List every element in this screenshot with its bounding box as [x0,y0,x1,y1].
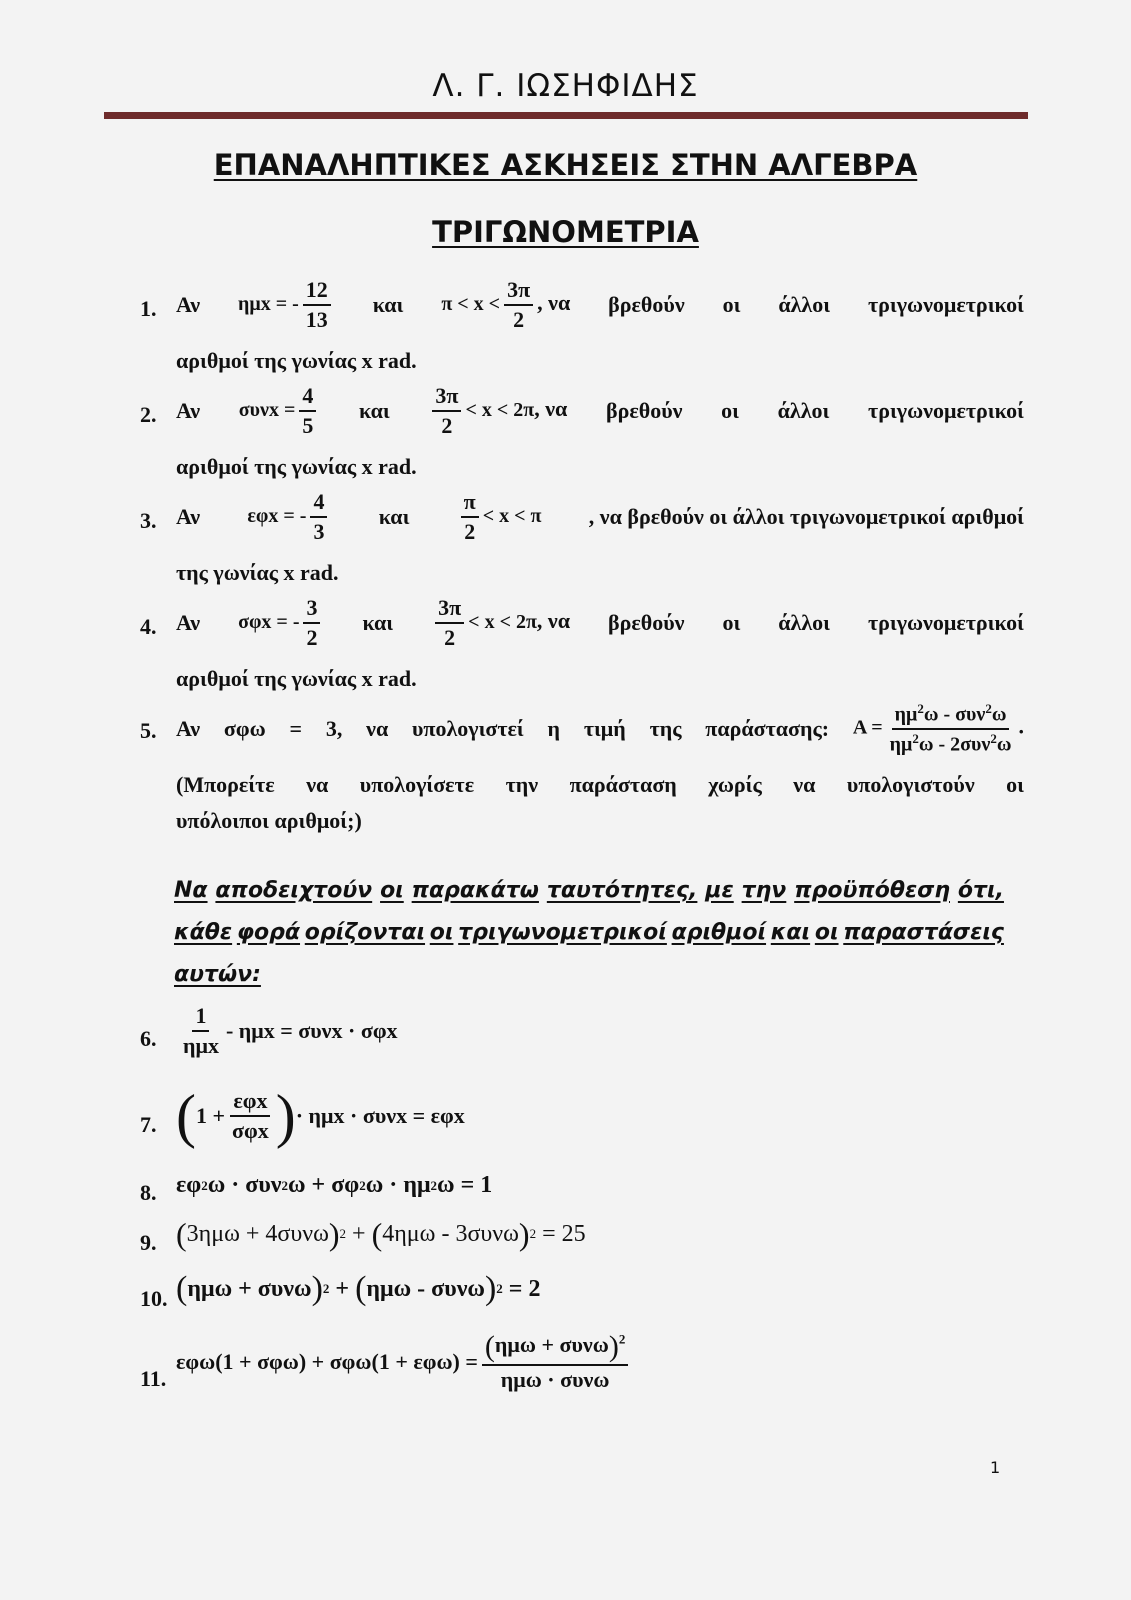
fraction [482,1332,628,1392]
word: ότι, [957,878,1004,903]
heading-line-3: αυτών: [174,962,261,987]
identity-number: 7. [140,1112,157,1137]
document-subtitle: ΤΡΙΓΩΝΟΜΕΤΡΙΑ [432,215,699,249]
document-page: Λ. Γ. ΙΩΣΗΦΙΔΗΣ ΕΠΑΝΑΛΗΠΤΙΚΕΣ ΑΣΚΗΣΕΙΣ ΣΤΗΝ ΑΛΓΕΒΡΑ ΤΡΙΓΩΝΟΜΕΤΡΙΑ 1. Αν ημx = - $\frac{12}{13}$ και π < x < $\frac{3\pi}{2}$ , να βρεθούν οι άλλοι τριγωνομετρικοί αριθμοί της γωνίας x rad. 2. Αν συνx = $\frac{4}{5}$ και $\frac{3\pi}{2}$ < x < 2π, να βρεθούν οι άλλοι τριγωνομετρικοί αριθμοί της γωνίας x rad. 3. Αν εφx = - $\frac{4}{3}$ και $\frac{\pi}{2}$ < x < π , να βρεθούν οι άλλοι τριγωνομετρικοί αριθμοί της γωνίας x rad. 4. Αν σφx = - $\frac{3}{2}$ και $\frac{3\pi}{2}$ < x < 2π, να βρεθούν οι άλλοι τριγωνομετρικοί αριθμοί της γωνίας x rad. 5. Αν σφω = 3, να υπολογιστεί η τιμή της παράστασης: Α = $\frac{\eta\mu^2\omega - \sigma\upsilon\nu^2\omega}{\eta\mu^2\omega - 2\sigma\upsilon\nu^2\omega}$ . (Μπορείτε να υπολογίσετε την παράσταση χωρίς να υπολογιστούν οι υπόλοιποι αριθμοί;) Να αποδειχτούν οι παρακάτω ταυτότητες, με την προϋπόθεση ότι, κάθε φορά ορίζονται οι τριγωνομετρικοί αριθμοί και οι παραστάσεις αυτών: 6. $\frac{1}{\text{ημx}}$ - ημx = συνx · σφx 7. ( 1 + $\frac{\text{εφx}}{\text{σφx}}$ ) · ημx · συνx = εφx 8. εφ 2 ω · συν 2 ω + σφ 2 ω · ημ 2 ω = 1 9. ( 3ημω + 4συνω ) 2 + ( 4ημω - 3συνω ) 2 = 25 10. ( ημω + συνω ) 2 + ( ημω - συνω ) 2 = 2 11. εφω(1 + σφω) + σφω(1 + εφω) = $\frac{(\eta\mu\omega + \sigma\upsilon\nu\omega)^2}{\text{ημω · συνω}}$ 1 [0,0,1131,1600]
word: , να βρεθούν οι άλλοι τριγωνομετρικοί αριθμοί [588,504,1024,530]
word: τριγωνομετρικοί [458,920,667,945]
identity-10-equation: ( ημω + συνω ) 2 + ( ημω - συνω ) 2 = 2 [176,1270,541,1307]
inequality [457,490,542,544]
author-header: Λ. Γ. ΙΩΣΗΦΙΔΗΣ [432,68,699,104]
fraction [461,490,479,544]
word: παραστάσεις [843,920,1004,945]
fraction [887,702,1015,755]
numerator: 3π [435,596,464,624]
denominator: 3 [313,519,325,545]
word: βρεθούν [605,398,683,424]
word: παράσταση [569,772,677,797]
exercise-number: 1. [140,296,157,321]
denominator: 2 [441,413,453,439]
word: την [505,772,539,797]
page-number: 1 [990,1458,1001,1477]
word: Αν [176,610,201,636]
heading-line-2 [174,912,1004,954]
identities-heading [174,870,1004,996]
eq-text: π < x < [441,293,501,316]
denominator: σφx [232,1118,269,1143]
word: βρεθούν [608,292,685,318]
eq-text: Α = [852,716,883,739]
equation [238,596,324,650]
exercise-continuation: αριθμοί της γωνίας x rad. [176,348,417,373]
fraction [504,278,533,332]
word: υπολογίσετε [359,772,475,797]
word: και [770,920,811,945]
word: φορά [236,920,301,945]
identity-number: 9. [140,1230,157,1255]
numerator: 3 [303,596,320,624]
word: να [366,715,389,741]
word: και [378,504,410,530]
word: , να [537,290,571,316]
fraction [303,278,331,332]
numerator: 1 [192,1004,209,1032]
exercise-5-note-line1 [176,772,1024,798]
denominator: 2 [444,625,456,651]
word: Να [174,878,208,903]
exercise-continuation: της γωνίας x rad. [176,560,339,585]
identity-number: 11. [140,1366,167,1391]
word: της [649,715,682,741]
exercise-continuation: αριθμοί της γωνίας x rad. [176,454,417,479]
identity-8-equation: εφ 2 ω · συν 2 ω + σφ 2 ω · ημ 2 ω = 1 [176,1172,493,1198]
exercise-number: 3. [140,508,157,533]
numerator: 4 [310,490,327,518]
fraction [299,384,316,438]
word: ορίζονται [304,920,426,945]
equation-rest: · ημx · συνx = εφx [295,1103,465,1128]
numerator: 12 [303,278,331,306]
word: Αν [176,715,201,741]
equation-rhs: = 2 [508,1275,541,1302]
expression-a: Α = $\frac{\eta\mu^2\omega - \sigma\upsilon\nu^2\omega}{\eta\mu^2\omega - 2\sigma\upsilon\nu^2\omega}$ . [852,701,1024,756]
word: οι [722,610,741,636]
eq-text: συνx = [238,399,296,422]
word: ταυτότητες, [546,878,698,903]
word: αριθμοί [671,920,767,945]
word: (Μπορείτε [176,772,275,797]
word: άλλοι [777,398,830,424]
exercise-number: 4. [140,614,157,639]
equation-rest: - ημx = συνx · σφx [225,1018,398,1044]
equation-lhs: εφω(1 + σφω) + σφω(1 + εφω) = [176,1349,478,1375]
word: τριγωνομετρικοί [867,292,1024,318]
numerator: $(\eta\mu\omega + \sigma\upsilon\nu\omega)^2$ [482,1332,628,1366]
word: , να [534,396,568,422]
denominator: $\eta\mu^2\omega - 2\sigma\upsilon\nu^2\omega$ [889,730,1012,756]
equation [239,384,321,438]
exercise-number: 5. [140,718,157,743]
word: και [372,292,404,318]
denominator: ημω · συνω [500,1367,610,1392]
denominator: 2 [464,519,476,545]
identity-number: 8. [140,1180,157,1205]
word: Αν [176,504,201,530]
eq-text: < x < π [482,505,542,528]
word: , να [536,608,571,634]
numerator: εφx [230,1089,270,1117]
word: Αν [176,292,201,318]
numerator: 4 [299,384,316,412]
eq-text: 1 + [195,1103,226,1128]
fraction [432,384,461,438]
word: οι [721,398,739,424]
identity-number: 10. [140,1286,168,1311]
word: τριγωνομετρικοί [867,610,1024,636]
denominator: 5 [302,413,314,439]
word: η [547,715,561,741]
numerator: $\eta\mu^2\omega - \sigma\upsilon\nu^2\omega$ [892,702,1010,730]
word: προϋπόθεση [794,878,950,903]
eq-text: ημx = - [238,293,299,316]
fraction [303,596,320,650]
fraction [229,1089,272,1143]
equation-rhs: = 25 [542,1220,586,1247]
word: παράστασης: [705,715,830,741]
numerator: 3π [504,278,533,306]
word: υπολογιστεί [412,715,524,741]
word: οι [722,292,741,318]
word: οι [380,878,404,903]
word: την [741,878,787,903]
fraction [310,490,327,544]
word: να [306,772,329,797]
word: αποδειχτούν [215,878,373,903]
word: και [359,398,390,424]
word: τριγωνομετρικοί [868,398,1024,424]
word: οι [1006,772,1024,797]
eq-text: σφx = - [238,611,300,634]
word: υπολογιστούν [846,772,975,797]
inequality [428,384,567,438]
heading-line-1 [174,870,1004,912]
word: παρακάτω [411,878,539,903]
eq-text: < x < 2π [465,399,535,422]
fraction [180,1004,222,1058]
equation [247,490,331,544]
word: με [705,878,734,903]
eq-text: < x < 2π [468,611,537,634]
word: οι [814,920,839,945]
word: άλλοι [778,610,830,636]
exercise-continuation: αριθμοί της γωνίας x rad. [176,666,417,691]
word: χωρίς [708,772,762,797]
eq-text: εφx = - [247,505,307,528]
denominator: 13 [305,307,328,333]
inequality [431,596,570,650]
word: σφω [223,715,266,741]
exercise-number: 2. [140,402,157,427]
word: Αν [176,398,201,424]
fraction [435,596,464,650]
word: να [793,772,816,797]
numerator: 3π [432,384,461,412]
word: οι [429,920,454,945]
word: τιμή [583,715,626,741]
word: άλλοι [778,292,831,318]
equation [238,278,335,332]
identity-number: 6. [140,1026,157,1051]
word: κάθε [174,920,233,945]
word: = [289,715,303,741]
denominator: 2 [513,307,525,333]
exercise-5-note-line2: υπόλοιποι αριθμοί;) [176,808,362,833]
header-rule [104,112,1028,119]
word: και [362,610,394,636]
denominator: 2 [306,625,318,651]
word: βρεθούν [608,610,685,636]
numerator: π [461,490,479,518]
denominator: ημx [183,1033,219,1059]
document-title: ΕΠΑΝΑΛΗΠΤΙΚΕΣ ΑΣΚΗΣΕΙΣ ΣΤΗΝ ΑΛΓΕΒΡΑ [213,148,918,182]
inequality [441,278,570,332]
word: 3, [325,715,343,741]
identity-9-equation: ( 3ημω + 4συνω ) 2 + ( 4ημω - 3συνω ) 2 = 25 [176,1216,586,1252]
